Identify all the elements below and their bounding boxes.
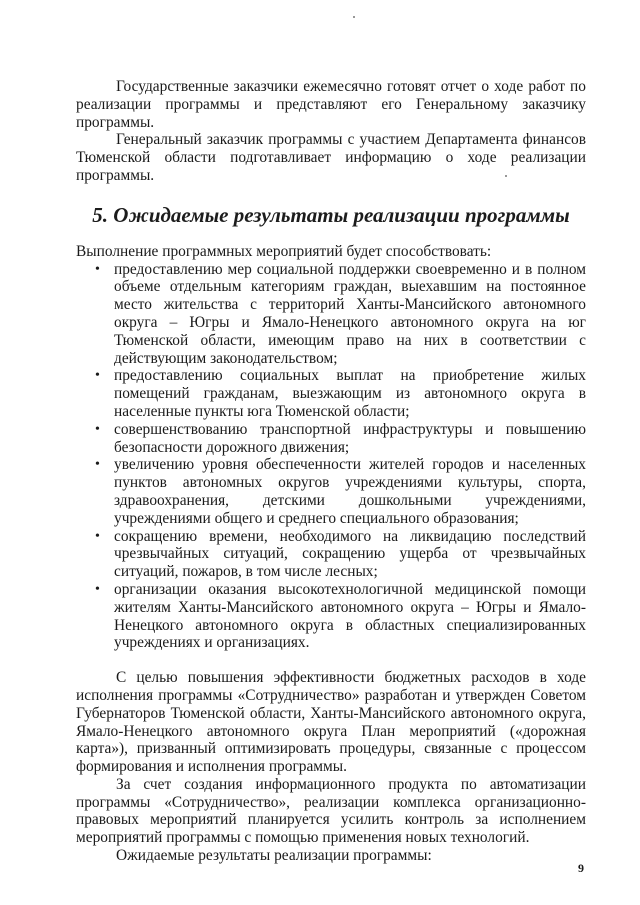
list-item	[76, 367, 586, 420]
list-item	[76, 456, 586, 527]
bullet-icon: •	[95, 528, 100, 544]
list-item-text: увеличению уровня обеспеченности жителей городов и населенных пунктов автономных округов учреждениями культуры, спорта, здравоохранения, детскими дошкольными учреждениями, учреждениями общего и среднего специального образования;	[114, 456, 586, 527]
paragraph-gap	[76, 652, 586, 669]
scan-speck	[353, 16, 355, 18]
expected-results-list	[76, 261, 586, 653]
section-heading: 5. Ожидаемые результаты реализации программы	[92, 202, 570, 227]
bullet-icon: •	[95, 457, 100, 473]
list-item	[76, 581, 586, 652]
bullet-icon: •	[95, 261, 100, 277]
page-body	[76, 78, 586, 865]
bullet-icon: •	[95, 368, 100, 384]
page-number: 9	[578, 861, 584, 875]
list-item-text: предоставлению мер социальной поддержки своевременно и в полном объеме отдельным категориям граждан, выехавшим на постоянное место жительства с территорий Ханты-Мансийского автономного округа – Югры и Ямало-Ненецкого автономного округа на юг Тюменской области, имеющим право на них в соответствии с действующим законодательством;	[114, 260, 586, 367]
bullet-icon: •	[95, 581, 100, 597]
list-item	[76, 261, 586, 368]
list-item-text: организации оказания высокотехнологичной медицинской помощи жителям Ханты-Мансийского автономного округа – Югры и Ямало-Ненецкого автономного округа в областных специализированных учреждениях и организациях.	[114, 580, 586, 652]
list-item-text: совершенствованию транспортной инфраструктуры и повышению безопасности дорожного движения;	[114, 420, 586, 456]
list-item	[76, 528, 586, 581]
body-paragraph: За счет создания информационного продукта по автоматизации программы «Сотрудничество», реализации комплекса организационно-правовых мероприятий планируется усилить контроль за исполнением мероприятий программы с помощью применения новых технологий.	[76, 775, 586, 847]
body-paragraph: С целью повышения эффективности бюджетных расходов в ходе исполнения программы «Сотрудничество» разработан и утвержден Советом Губернаторов Тюменской области, Ханты-Мансийского автономного округа, Ямало-Ненецкого автономного округа План мероприятий («дорожная карта»), призванный оптимизировать процедуры, связанные с процессом формирования и исполнения программы.	[76, 669, 586, 776]
list-item-text: сокращению времени, необходимого на ликвидацию последствий чрезвычайных ситуаций, сокращению ущерба от чрезвычайных ситуаций, пожаров, в том числе лесных;	[114, 527, 586, 581]
intro-paragraph: Государственные заказчики ежемесячно готовят отчет о ходе работ по реализации программы и представляют его Генеральному заказчику программы.	[76, 78, 586, 131]
list-item-text: предоставлению социальных выплат на приобретение жилых помещений гражданам, выезжающим из автономного округа в населенные пункты юга Тюменской области;	[114, 367, 586, 420]
list-item	[76, 421, 586, 457]
intro-paragraph: Генеральный заказчик программы с участием Департамента финансов Тюменской области подготавливает информацию о ходе реализации программы.	[76, 131, 586, 184]
bullet-icon: •	[95, 421, 100, 437]
body-paragraph: Ожидаемые результаты реализации программы:	[116, 847, 432, 865]
list-intro: Выполнение программных мероприятий будет способствовать:	[76, 242, 492, 260]
